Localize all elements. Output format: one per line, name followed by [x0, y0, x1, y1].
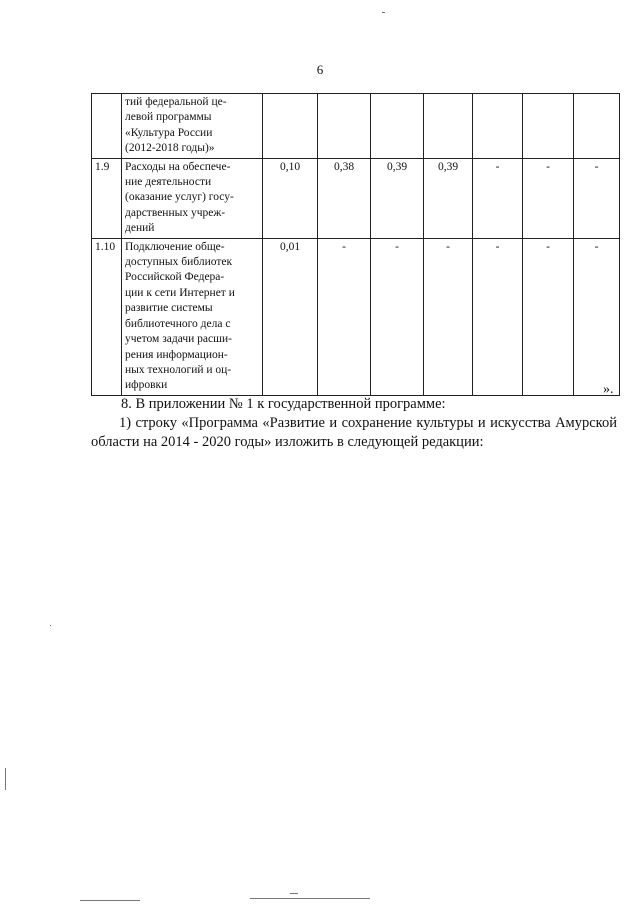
row-number [92, 94, 122, 159]
program-table [91, 93, 620, 396]
value-cell [263, 94, 318, 159]
row-number: 1.10 [92, 238, 122, 395]
scan-speck [382, 12, 385, 13]
value-cell: 0,39 [424, 158, 473, 238]
value-cell [371, 94, 424, 159]
value-cell [574, 94, 620, 159]
value-cell: - [473, 158, 523, 238]
value-cell: 0,01 [263, 238, 318, 395]
value-cell: - [574, 158, 620, 238]
value-cell [473, 94, 523, 159]
value-cell: - [473, 238, 523, 395]
scan-speck [80, 900, 140, 901]
row-name: Расходы на обеспече- ние деятельности (оказание услуг) госу- дарственных учреж- дений [122, 158, 263, 238]
value-cell: 0,38 [318, 158, 371, 238]
value-cell: - [574, 238, 620, 395]
closing-quote: ». [603, 382, 614, 397]
value-cell: - [318, 238, 371, 395]
value-cell: 0,39 [371, 158, 424, 238]
table-row [92, 238, 620, 395]
row-name: Подключение обще- доступных библиотек Российской Федера- ции к сети Интернет и развитие системы библиотечного дела с учетом задачи расши- рения информацион- ных технологий и оц- ифровки [122, 238, 263, 395]
row-name: тий федеральной це- левой программы «Культура России (2012-2018 годы)» [122, 94, 263, 159]
value-cell [318, 94, 371, 159]
scan-speck [50, 625, 51, 626]
value-cell: - [523, 158, 574, 238]
page-number: 6 [316, 62, 324, 77]
value-cell: 0,10 [263, 158, 318, 238]
value-cell: - [424, 238, 473, 395]
value-cell: - [371, 238, 424, 395]
scan-speck [290, 893, 298, 894]
scan-speck [250, 898, 370, 899]
value-cell [523, 94, 574, 159]
scan-speck [5, 768, 6, 790]
row-number: 1.9 [92, 158, 122, 238]
table-row [92, 158, 620, 238]
paragraph-8: 8. В приложении № 1 к государственной программе: [121, 396, 446, 412]
value-cell: - [523, 238, 574, 395]
value-cell [424, 94, 473, 159]
table-row [92, 94, 620, 159]
paragraph-item-1: 1) строку «Программа «Развитие и сохранение культуры и искусства Амурской области на 2014 - 2020 годы» изложить в следующей редакции: [91, 415, 617, 450]
